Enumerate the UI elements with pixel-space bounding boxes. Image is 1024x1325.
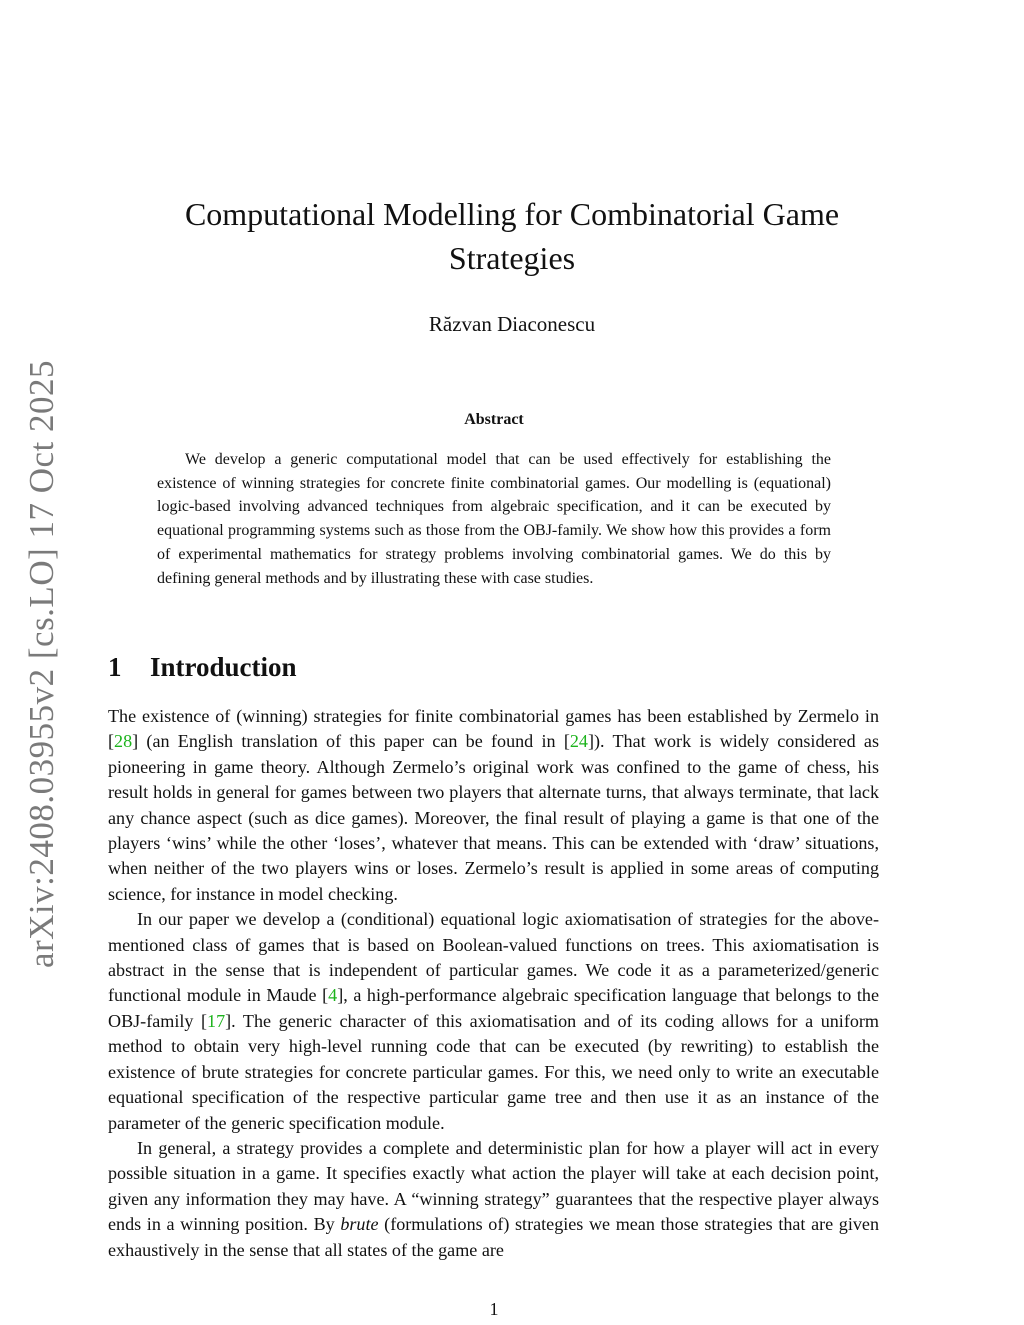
section-heading <box>108 650 297 684</box>
section-number: 1 <box>108 652 122 682</box>
page-number: 1 <box>489 1299 499 1319</box>
paragraph-3-text-b: (formulations of) strategies we mean those strategies that are given exhaustively in the sense that all states of the game are <box>108 1214 879 1260</box>
paragraph-2-text-a: In our paper we develop a (conditional) equational logic axiomatisation of strategies for the above-mentioned class of games that is based on Boolean-valued functions on trees. This axiomatisation is abstract in the sense that is independent of particular games. We code it as a parameterized/generic functional module in Maude [ <box>108 909 879 1006</box>
paragraph-1-text-b: ] (an English translation of this paper can be found in [ <box>132 731 570 752</box>
paragraph-3 <box>108 1136 879 1263</box>
arxiv-identifier-stamp: arXiv:2408.03955v2 [cs.LO] 17 Oct 2025 <box>22 359 61 969</box>
abstract-text: We develop a generic computational model that can be used effectively for establishing the existence of winning strategies for concrete finite combinatorial games. Our modelling is (equational) logic-based involving advanced techniques from algebraic specification, and it can be executed by equational programming systems such as those from the OBJ-family. We show how this provides a form of experimental mathematics for strategy problems involving combinatorial games. We do this by defining general methods and by illustrating these with case studies. <box>157 451 831 587</box>
emphasis-brute: brute <box>340 1214 379 1235</box>
paragraph-3-text-a: In general, a strategy provides a complete and deterministic plan for how a player will act in every possible situation in a game. It specifies exactly what action the player will take at each decision point, given any information they may have. A “winning strategy” guarantees that the respective player always ends in a winning position. By <box>108 1137 879 1235</box>
paragraph-2-text-b: ], a high-performance algebraic specification language that belongs to the OBJ-family [ <box>108 985 879 1031</box>
citation-link-24[interactable]: 24 <box>569 731 588 752</box>
paragraph-1 <box>108 704 879 907</box>
section-title: Introduction <box>150 652 297 682</box>
citation-link-17[interactable]: 17 <box>207 1010 226 1031</box>
paper-title <box>0 192 1024 280</box>
section-body <box>108 704 879 1263</box>
paper-title-line-2: Strategies <box>448 240 576 276</box>
paragraph-2 <box>108 907 879 1136</box>
paragraph-1-text-a: The existence of (winning) strategies for finite combinatorial games has been established by Zermelo in [ <box>108 706 879 752</box>
citation-link-28[interactable]: 28 <box>114 731 133 752</box>
paragraph-2-text-c: ]. The generic character of this axiomatisation and of its coding allows for a uniform method to obtain very high-level running code that can be executed (by rewriting) to establish the existence of brute strategies for concrete particular games. For this, we need only to write an executable equational specification of the respective particular game tree and then use it as an instance of the parameter of the generic specification module. <box>108 1010 879 1133</box>
abstract-heading: Abstract <box>464 411 524 428</box>
paper-title-line-1: Computational Modelling for Combinatorial Game <box>184 196 840 232</box>
citation-link-4[interactable]: 4 <box>328 985 338 1006</box>
paragraph-1-text-c: ]). That work is widely considered as pioneering in game theory. Although Zermelo’s original work was confined to the game of chess, his result holds in general for games between two players that alternate turns, that always terminate, that lack any chance aspect (such as dice games). Moreover, the final result of playing a game is that one of the players ‘wins’ while the other ‘loses’, whatever that means. This can be extended with ‘draw’ situations, when neither of the two players wins or loses. Zermelo’s result is applied in some areas of computing science, for instance in model checking. <box>108 731 879 904</box>
author-name: Răzvan Diaconescu <box>428 312 596 336</box>
